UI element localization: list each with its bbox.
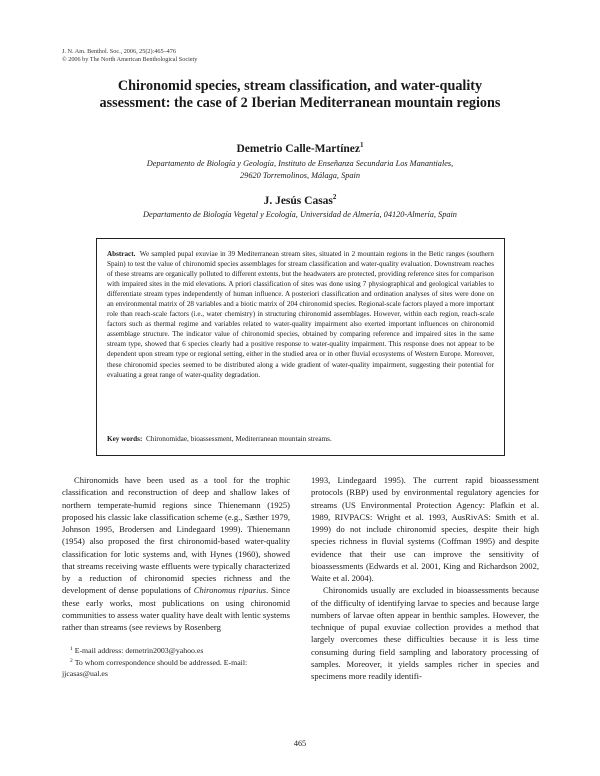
author-1-footnote-mark: 1 xyxy=(360,141,364,149)
footnotes xyxy=(62,644,290,679)
article-title xyxy=(60,78,540,112)
abstract-label: Abstract. xyxy=(107,250,136,258)
affiliation-line: 29620 Torremolinos, Málaga, Spain xyxy=(240,171,360,180)
title-line-1: Chironomid species, stream classification, and water-quality xyxy=(117,78,483,94)
author-2-affiliation xyxy=(60,209,540,221)
title-line-2: assessment: the case of 2 Iberian Mediterranean mountain regions xyxy=(99,95,501,111)
keywords-text: Chironomidae, bioassessment, Mediterranean mountain streams. xyxy=(145,435,332,443)
author-2-name: J. Jesús Casas xyxy=(263,195,333,207)
author-2-footnote-mark: 2 xyxy=(332,193,337,201)
body-paragraph: Chironomids usually are excluded in bioassessments because of the difficulty of identifying larvae to species and because large numbers of larvae often appear in benthic samples. However, the technique of pupal exuviae collection provides a method that largely overcomes these difficulties because it is less time consuming during field sampling and laboratory processing of samples. Moreover, it yields samples richer in species and specimens more readily identifi- xyxy=(311,585,539,681)
paragraph-text: . Since these early works, most publications on using chironomid communities to assess water quality have dealt with lentic systems rather than streams (see reviews by Rosenberg xyxy=(62,585,290,632)
author-1-affiliation xyxy=(60,158,540,182)
body-column-left xyxy=(62,474,290,633)
abstract-text: We sampled pupal exuviae in 39 Mediterranean stream sites, situated in 2 mountain regions in the Betic ranges (southern Spain) to test the value of chironomid species assemblages for stream classification and water-quality evaluation. Downstream reaches of these streams are organically polluted to different extents, but the headwaters are protected, providing reference sites for comparison with impaired sites in the mid elevations. A priori classification of sites was done using 7 physiographical and geological variables to differentiate stream types independently of human influence. A posteriori classification and ordination analyses of sites were done on an environmental matrix of 28 variables and a biotic matrix of 204 chironomid species. Regional-scale factors played a more important role than reach-scale factors (i.e., water chemistry) in structuring chironomid assemblages. However, within each region, reach-scale factors such as thermal regime and variables related to water-quality impairment also exerted important influences on chironomid assemblage structure. The indicator value of chironomid species, obtained by comparing reference and impaired sites in the same stream type, showed that 6 species clearly had a positive response to water-quality impairment. This response does not appear to be dependent upon stream type or regional setting, either in the studied area or in other fluvial ecosystems of Western Europe. Moreover, these chironomid species seemed to be distributed along a wide gradient of water-quality impairment, suggesting their potential for evaluating a great range of water-quality degradation. xyxy=(107,250,494,379)
journal-copyright: © 2006 by The North American Benthological Society xyxy=(62,55,198,63)
footnote-mark: 2 xyxy=(70,658,73,664)
keywords-label: Key words: xyxy=(107,435,143,443)
species-name: Chironomus riparius xyxy=(193,585,267,596)
affiliation-line: Departamento de Biología Vegetal y Ecología, Universidad de Almería, 04120-Almería, Spain xyxy=(143,210,457,219)
footnote-text: E-mail address: demetrin2003@yahoo.es xyxy=(74,646,204,655)
keywords xyxy=(107,435,332,443)
footnote-1 xyxy=(62,644,290,656)
body-paragraph: 1993, Lindegaard 1995). The current rapid bioassessment protocols (RBP) used by environmental regulatory agencies for streams (US Environmental Protection Agency: Plafkin et al. 1989, RIVPACS: Wright et al. 1993, AusRivAS: Smith et al. 1999) do not include chironomid species, despite their high species richness in fluvial systems (Coffman 1995) and despite evidence that their use can improve the sensitivity of bioassessments (Edwards et al. 2001, King and Richardson 2002, Waite et al. 2004). xyxy=(311,475,539,583)
footnote-2 xyxy=(62,656,290,679)
footnote-mark: 1 xyxy=(70,646,73,652)
page-number: 465 xyxy=(293,739,307,748)
paragraph-text: Chironomids have been used as a tool for the trophic classification and reconstruction of deep and shallow lakes of northern temperate-humid regions since Thienemann (1925) proposed his classic lake classification scheme (e.g., Sæther 1979, Johnson 1995, Brodersen and Lindegaard 1999). Thienemann (1954) also proposed the first chironomid-based water-quality classification for lotic systems and, with Hynes (1960), showed that streams receiving waste effluents were typically characterized by a reduction of chironomid species richness and the development of dense populations of xyxy=(62,475,290,596)
journal-citation: J. N. Am. Benthol. Soc., 2006, 25(2):465–476 xyxy=(62,48,176,55)
abstract-box xyxy=(96,238,505,456)
author-1 xyxy=(60,141,540,155)
body-paragraph xyxy=(62,474,290,633)
author-2 xyxy=(60,193,540,207)
journal-header xyxy=(62,48,197,63)
affiliation-line: Departamento de Biología y Geología, Instituto de Enseñanza Secundaria Los Manantiales, xyxy=(146,159,454,168)
footnote-text: To whom correspondence should be addressed. E-mail: jjcasas@ual.es xyxy=(62,658,248,678)
body-column-right xyxy=(311,474,539,682)
abstract xyxy=(107,249,494,380)
author-1-name: Demetrio Calle-Martínez xyxy=(236,143,361,155)
